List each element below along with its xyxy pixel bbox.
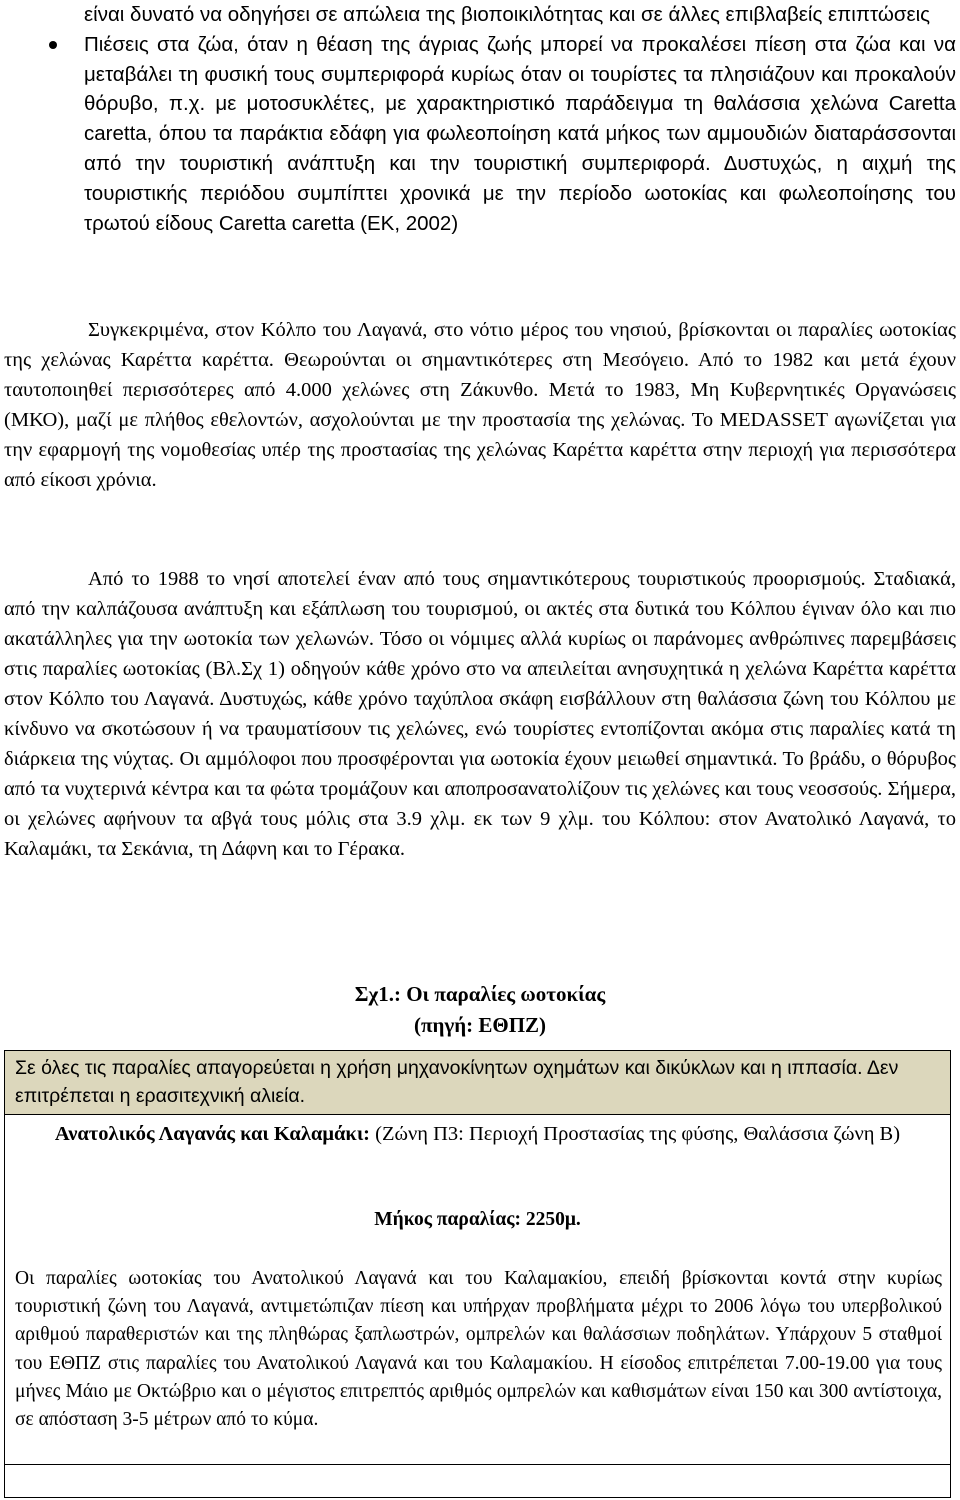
bullet-item-text: Πιέσεις στα ζώα, όταν η θέαση της άγριας ζωής μπορεί να προκαλέσει πίεση στα ζώα και να μεταβάλει τη φυσική τους συμπεριφορά κυρίως όταν οι τουρίστες τα πλησιάζουν και προκαλούν θόρυβο, π.χ. με μοτοσυκλέτες, με χαρακτηριστικό παράδειγμα τη θαλάσσια χελώνα Caretta caretta, όπου τα παράκτια εδάφη για φωλεοποίηση κατά μήκος των αμμουδιών διαταράσσονται από την τουριστική ανάπτυξη και την τουριστική συμπεριφορά. Δυστυχώς, η αιχμή της τουριστικής περιόδου συμπίπτει χρονικά με την περίοδο ωοτοκίας και φωλεοποίησης του τρωτού είδους Caretta caretta (ΕΚ, 2002) (84, 32, 956, 235)
table-beach-length: Μήκος παραλίας: 2250μ. (374, 1209, 581, 1230)
table-beach-header (15, 1119, 940, 1149)
bullet-list (84, 0, 956, 238)
bullet-continuation: είναι δυνατό να οδηγήσει σε απώλεια της βιοποικιλότητας και σε άλλες επιβλαβείς επιπτώσεις (84, 3, 931, 26)
figure-caption-source: (πηγή: ΕΘΠΖ) (413, 1013, 547, 1037)
table-beach-name: Ανατολικός Λαγανάς και Καλαμάκι: (54, 1123, 370, 1145)
table-cell-main (5, 1115, 950, 1465)
beach-info-table (4, 1114, 951, 1498)
paragraph-tourism: Από το 1988 το νησί αποτελεί έναν από τους σημαντικότερους τουριστικούς προορισμούς. Σταδιακά, από την καλπάζουσα ανάπτυξη και εξάπλωση του τουρισμού, οι ακτές στα δυτικά του Κόλπου έγιναν όλο και πιο ακατάλληλες για την ωοτοκία των χελωνών. Τόσο οι νόμιμες αλλά κυρίως οι παράνομες ανθρώπινες παρεμβάσεις στις παραλίες ωοτοκίας (Βλ.Σχ 1) οδηγούν κάθε χρόνο στο να απειλείται ανησυχητικά η χελώνα Καρέττα καρέττα στον Κόλπο του Λαγανά. Δυστυχώς, κάθε χρόνο ταχύπλοα σκάφη εισβάλλουν στη θαλάσσια ζώνη του Κόλπου με κίνδυνο να σκοτώσουν ή να τραυματίσουν τις χελώνες, ενώ τουρίστες εντοπίζονται ακόμα στις παραλίες κατά τη διάρκεια της νύχτας. Οι αμμόλοφοι που προσφέρονται για ωοτοκία έχουν μειωθεί σημαντικά. Το βράδυ, ο θόρυβος από τα νυχτερινά κέντρα και τα φώτα τρομάζουν και αποπροσανατολίζουν τις χελώνες και τους νεοσσούς. Σήμερα, οι χελώνες αφήνουν τα αβγά τους μόλις στα 3.9 χλμ. εκ των 9 χλμ. του Κόλπου: στον Ανατολικό Λαγανά, το Καλαμάκι, τα Σεκάνια, τη Δάφνη και το Γέρακα. (4, 568, 956, 860)
table-zone-info: (Ζώνη Π3: Περιοχή Προστασίας της φύσης, Θαλάσσια ζώνη Β) (375, 1123, 901, 1145)
table-notice-text: Σε όλες τις παραλίες απαγορεύεται η χρήση μηχανοκίνητων οχημάτων και δικύκλων και η ιππασία. Δεν επιτρέπεται η ερασιτεχνική αλιεία. (15, 1057, 899, 1107)
bullet-dot-icon (49, 41, 57, 49)
bullet-item (84, 30, 956, 239)
table-notice-row (4, 1050, 951, 1114)
table-beach-description: Οι παραλίες ωοτοκίας του Ανατολικού Λαγανά και του Καλαμακίου, επειδή βρίσκονται κοντά στην κυρίως τουριστική ζώνη του Λαγανά, αντιμετώπιζαν πίεση και υπήρχαν προβλήματα μέχρι το 2006 λόγω του υπερβολικού αριθμού παραθεριστών και της πληθώρας ξαπλωστρών, ομπρελών και θαλάσσιων ποδηλάτων. Υπάρχουν 5 σταθμοί του ΕΘΠΖ στις παραλίες του Ανατολικού Λαγανά και του Καλαμακίου. Η είσοδος επιτρέπεται 7.00-19.00 για τους μήνες Μάιο με Οκτώβριο και ο μέγιστος επιτρεπτός αριθμός ομπρελών και καθισμάτων είναι 150 και 300 αντίστοιχα, σε απόσταση 3-5 μέτρων από το κύμα. (15, 1268, 942, 1431)
figure-caption-title: Σχ1.: Οι παραλίες ωοτοκίας (354, 982, 606, 1006)
paragraph-lagana: Συγκεκριμένα, στον Κόλπο του Λαγανά, στο νότιο μέρος του νησιού, βρίσκονται οι παραλίες ωοτοκίας της χελώνας Καρέττα καρέττα. Θεωρούνται οι σημαντικότερες στη Μεσόγειο. Από το 1982 και μετά έχουν ταυτοποιηθεί περισσότερες από 4.000 χελώνες στη Ζάκυνθο. Μετά το 1983, Μη Κυβερνητικές Οργανώσεις (ΜΚΟ), μαζί με πλήθος εθελοντών, ασχολούνται με την προστασία της χελώνας. Το MEDASSET αγωνίζεται για την εφαρμογή της νομοθεσίας υπέρ της προστασίας της χελώνας Καρέττα καρέττα στην περιοχή για περισσότερα από είκοσι χρόνια. (4, 319, 956, 491)
